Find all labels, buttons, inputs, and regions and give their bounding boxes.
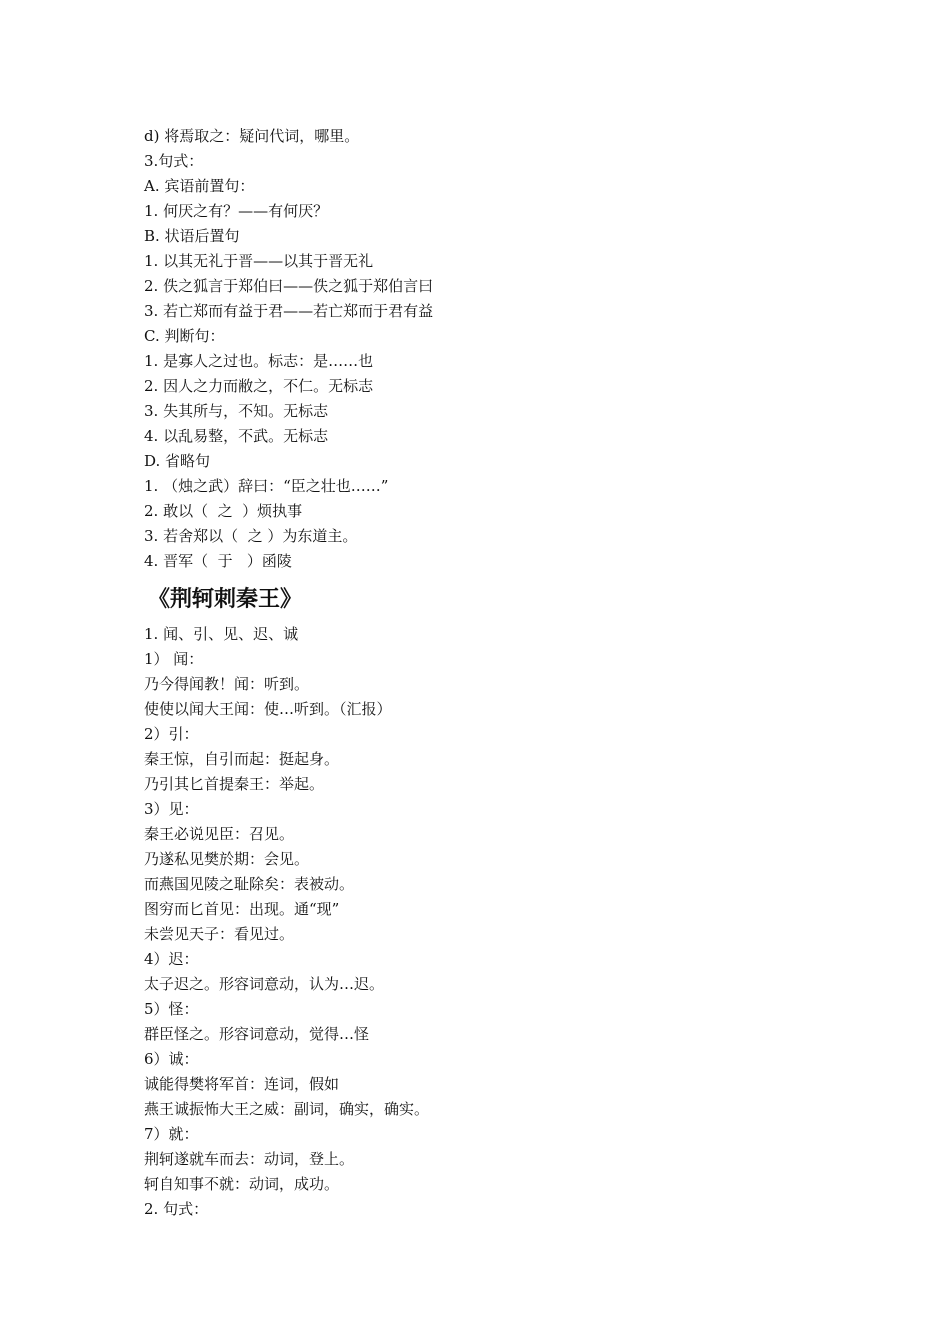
text-line: 2. 句式： <box>144 1200 209 1218</box>
text-line: 5）怪： <box>144 1000 199 1018</box>
text-line: 太子迟之。形容词意动，认为…迟。 <box>144 975 385 993</box>
section-zuozhuan-notes <box>144 124 824 574</box>
text-line: 3）见： <box>144 800 199 818</box>
text-line: 1. 以其无礼于晋——以其于晋无礼 <box>144 252 374 270</box>
text-line: 乃引其匕首提秦王：举起。 <box>144 775 325 793</box>
text-line: 6）诚： <box>144 1050 199 1068</box>
document-body <box>144 124 824 1222</box>
text-line: 7）就： <box>144 1125 199 1143</box>
text-line: 2. 敢以（ 之 ）烦执事 <box>144 502 303 520</box>
text-line: 使使以闻大王闻：使…听到。（汇报） <box>144 700 392 718</box>
text-line: 荆轲遂就车而去：动词，登上。 <box>144 1150 355 1168</box>
text-line: 未尝见天子：看见过。 <box>144 925 295 943</box>
text-line: 4）迟： <box>144 950 199 968</box>
section-jingke-notes <box>144 622 824 1222</box>
text-line: 3. 若舍郑以（ 之 ）为东道主。 <box>144 527 358 545</box>
text-line: 而燕国见陵之耻除矣：表被动。 <box>144 875 355 893</box>
text-line: 3.句式： <box>144 152 204 170</box>
text-line: 乃今得闻教！闻：听到。 <box>144 675 310 693</box>
text-line: 2. 佚之狐言于郑伯曰——佚之狐于郑伯言曰 <box>144 277 434 295</box>
text-line: 秦王必说见臣：召见。 <box>144 825 295 843</box>
text-line: 1. （烛之武）辞曰：“臣之壮也……” <box>144 477 389 495</box>
text-line: 1） 闻： <box>144 650 204 668</box>
text-line: 4. 晋军（ 于 ）函陵 <box>144 552 292 570</box>
text-line: 1. 是寡人之过也。标志：是……也 <box>144 352 374 370</box>
text-line: 1. 闻、引、见、迟、诚 <box>144 625 299 643</box>
text-line: 乃遂私见樊於期：会见。 <box>144 850 310 868</box>
text-line: 3. 若亡郑而有益于君——若亡郑而于君有益 <box>144 302 434 320</box>
text-line: 2. 因人之力而敝之，不仁。无标志 <box>144 377 374 395</box>
text-line: B. 状语后置句 <box>144 227 240 245</box>
text-line: 秦王惊，自引而起：挺起身。 <box>144 750 340 768</box>
text-line: 2）引： <box>144 725 199 743</box>
text-line: C. 判断句： <box>144 327 225 345</box>
text-line: 群臣怪之。形容词意动，觉得…怪 <box>144 1025 370 1043</box>
text-line: 轲自知事不就：动词，成功。 <box>144 1175 340 1193</box>
text-line: 4. 以乱易整，不武。无标志 <box>144 427 329 445</box>
section-heading: 《荆轲刺秦王》 <box>148 587 303 612</box>
text-line: 3. 失其所与，不知。无标志 <box>144 402 329 420</box>
text-line: 图穷而匕首见：出现。通“现” <box>144 900 340 918</box>
text-line: 1. 何厌之有？——有何厌？ <box>144 202 329 220</box>
text-line: d) 将焉取之：疑问代词，哪里。 <box>144 127 360 145</box>
text-line: 燕王诚振怖大王之威：副词，确实，确实。 <box>144 1100 430 1118</box>
text-line: D. 省略句 <box>144 452 211 470</box>
text-line: 诚能得樊将军首：连词，假如 <box>144 1075 340 1093</box>
text-line: A. 宾语前置句： <box>144 177 255 195</box>
